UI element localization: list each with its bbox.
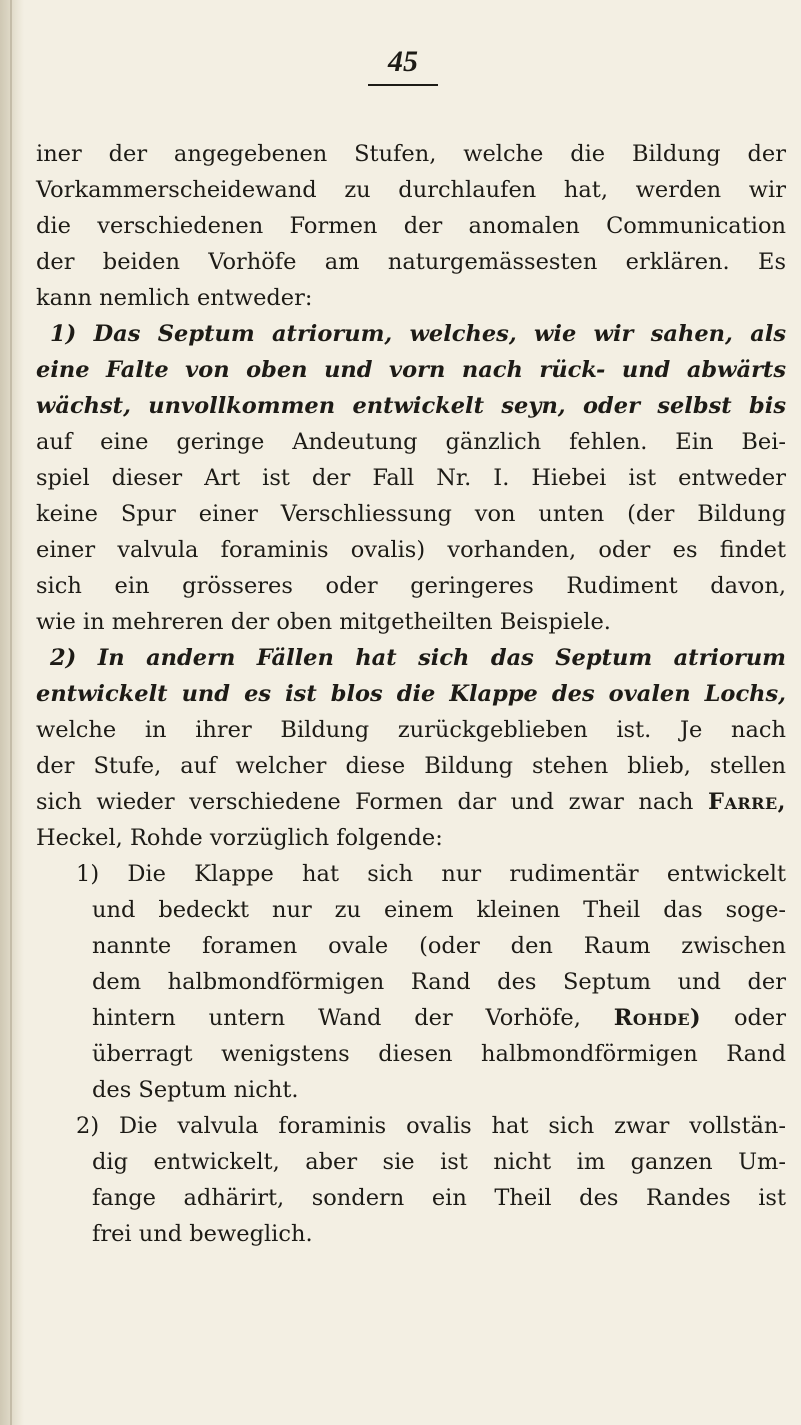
text-line-italic: 2) In andern Fällen hat sich das Septum atriorum bbox=[50, 645, 786, 671]
text-line: Heckel, Rohde vorzüglich folgende: bbox=[36, 825, 443, 851]
list-item-line: des Septum nicht. bbox=[92, 1077, 299, 1103]
text-line bbox=[36, 784, 786, 820]
text-line: spiel dieser Art ist der Fall Nr. I. Hiebei ist entweder bbox=[36, 465, 786, 491]
text-line-italic: eine Falte von oben und vorn nach rück- und abwärts bbox=[36, 357, 786, 383]
text-line: kann nemlich entweder: bbox=[36, 285, 313, 311]
list-item-line: nannte foramen ovale (oder den Raum zwischen bbox=[92, 933, 786, 959]
text-line: Vorkammerscheidewand zu durchlaufen hat, werden wir bbox=[36, 177, 786, 203]
text-line: sich ein grösseres oder geringeres Rudiment davon, bbox=[36, 573, 786, 599]
author-name: Rohde) bbox=[613, 1005, 702, 1031]
text-line-italic: entwickelt und es ist blos die Klappe des ovalen Lochs, bbox=[36, 681, 786, 707]
page-gutter bbox=[0, 0, 24, 1425]
list-item-line: dig entwickelt, aber sie ist nicht im ganzen Um- bbox=[92, 1149, 786, 1175]
text-line: der beiden Vorhöfe am naturgemässesten erklären. Es bbox=[36, 249, 786, 275]
list-item-line: dem halbmondförmigen Rand des Septum und der bbox=[92, 969, 786, 995]
list-item-line: überragt wenigstens diesen halbmondförmigen Rand bbox=[92, 1041, 786, 1067]
binding-shadow bbox=[10, 0, 12, 1425]
text-line: iner der angegebenen Stufen, welche die Bildung der bbox=[36, 141, 786, 167]
line-text: oder bbox=[733, 1005, 787, 1031]
line-text: hintern untern Wand der Vorhöfe, bbox=[92, 1005, 581, 1031]
body-text bbox=[36, 136, 786, 1252]
list-item-line: 1) Die Klappe hat sich nur rudimentär entwickelt bbox=[76, 861, 786, 887]
list-item-line: und bedeckt nur zu einem kleinen Theil das soge- bbox=[92, 897, 786, 923]
page-number: 45 bbox=[368, 44, 438, 86]
text-line: die verschiedenen Formen der anomalen Communication bbox=[36, 213, 786, 239]
text-line: wie in mehreren der oben mitgetheilten Beispiele. bbox=[36, 609, 611, 635]
list-item-line bbox=[36, 1000, 786, 1036]
text-line-italic: wächst, unvollkommen entwickelt seyn, oder selbst bis bbox=[36, 393, 786, 419]
text-line: keine Spur einer Verschliessung von unten (der Bildung bbox=[36, 501, 786, 527]
text-line: auf eine geringe Andeutung gänzlich fehlen. Ein Bei- bbox=[36, 429, 786, 455]
list-item-line: frei und beweglich. bbox=[92, 1221, 313, 1247]
text-line: welche in ihrer Bildung zurückgeblieben ist. Je nach bbox=[36, 717, 786, 743]
line-text: sich wieder verschiedene Formen dar und zwar nach bbox=[36, 789, 694, 815]
list-item-line: fange adhärirt, sondern ein Theil des Randes ist bbox=[92, 1185, 786, 1211]
author-name: Farre, bbox=[707, 789, 786, 815]
text-line-italic: 1) Das Septum atriorum, welches, wie wir sahen, als bbox=[50, 321, 786, 347]
text-line: der Stufe, auf welcher diese Bildung stehen blieb, stellen bbox=[36, 753, 786, 779]
text-line: einer valvula foraminis ovalis) vorhanden, oder es findet bbox=[36, 537, 786, 563]
list-item-line: 2) Die valvula foraminis ovalis hat sich zwar vollstän- bbox=[76, 1113, 786, 1139]
